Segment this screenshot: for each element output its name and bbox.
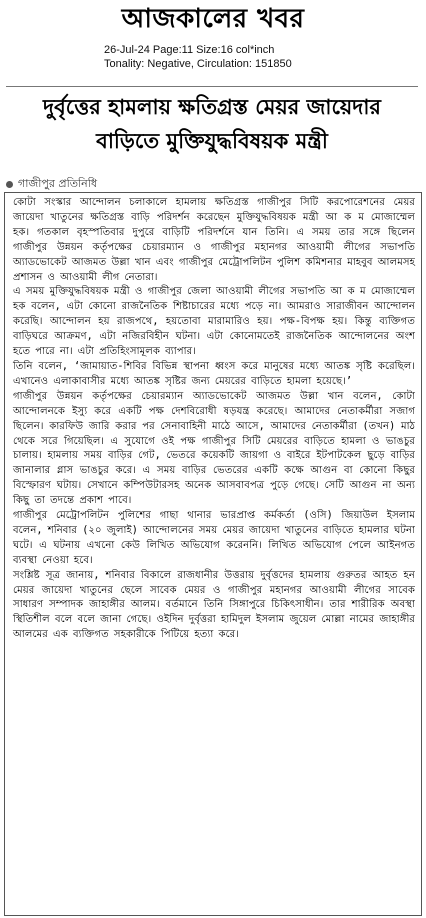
metadata-line-tonality-circulation: Tonality: Negative, Circulation: 151850	[104, 58, 292, 70]
article-body	[4, 192, 422, 916]
headline-line-1: দুর্বৃত্তের হামলায় ক্ষতিগ্রস্ত মেয়র জায়েদার	[43, 95, 381, 119]
bullet-icon	[6, 181, 13, 188]
article-paragraph: গাজীপুর মেট্রোপলিটন পুলিশের গাছা থানার ভারপ্রাপ্ত কর্মকর্তা (ওসি) জিয়াউল ইসলাম বলেন, শনিবার (২০ জুলাই) আন্দোলনের সময় মেয়র জায়েদা খাতুনের বাড়িতে হামলার ঘটনা ঘটে। এ ঘটনায় এখনো কেউ লিখিত অভিযোগ করেননি। লিখিত অভিযোগ পেলে আইনগত ব্যবস্থা নেওয়া হবে।	[13, 510, 415, 566]
article-paragraph: কোটা সংস্কার আন্দোলন চলাকালে হামলায় ক্ষতিগ্রস্ত গাজীপুর সিটি করপোরেশনের মেয়র জায়েদা খাতুনের ক্ষতিগ্রস্ত বাড়ি পরিদর্শন করেছেন মুক্তিযুদ্ধবিষয়ক মন্ত্রী আ ক ম মোজাম্মেল হক। গতকাল বৃহস্পতিবার দুপুরে বাড়িটি পরিদর্শনে যান তিনি। এ সময় তার সঙ্গে ছিলেন গাজীপুর উন্নয়ন কর্তৃপক্ষের চেয়ারম্যান ও গাজীপুর মহানগর আওয়ামী লীগের সভাপতি অ্যাডভোকেট আজমত উল্লা খান এবং গাজীপুর মেট্রোপলিটন পুলিশ কমিশনার মাহবুব আলমসহ প্রশাসন ও আওয়ামী লীগ নেতারা।	[13, 197, 415, 283]
byline-text: গাজীপুর প্রতিনিধি	[18, 177, 98, 190]
metadata-line-date-page-size: 26-Jul-24 Page:11 Size:16 col*inch	[104, 44, 275, 56]
article-paragraph: সংশ্লিষ্ট সূত্র জানায়, শনিবার বিকালে রাজধানীর উত্তরায় দুর্বৃত্তদের হামলায় গুরুতর আহত হন মেয়র জায়েদা খাতুনের ছেলে সাবেক মেয়র ও গাজীপুর মহানগর আওয়ামী লীগের সাবেক সাধারণ সম্পাদক জাহাঙ্গীর আলম। বর্তমানে তিনি সিঙ্গাপুরে চিকিৎসাধীন। তার শারীরিক অবস্থা স্থিতিশীল বলে বলে জানা গেছে। ওইদিন দুর্বৃত্তরা হামিদুল ইসলাম জুয়েল মোল্লা নামের জাহাঙ্গীর আলমের এক ব্যক্তিগত সহকারীকে পিটিয়ে হত্যা করে।	[13, 569, 415, 641]
newspaper-masthead: আজকালের খবর	[121, 4, 305, 34]
article-byline	[6, 176, 206, 192]
clipping-metadata	[104, 43, 424, 71]
article-paragraph: তিনি বলেন, ‘জামায়াত-শিবির বিভিন্ন স্থাপনা ধ্বংস করে মানুষের মধ্যে আতঙ্ক সৃষ্টি করেছিল। এখানেও এলাকাবাসীর মধ্যে আতঙ্ক সৃষ্টির জন্য মেয়রের বাড়িতে হামলা হয়েছে।’	[13, 360, 415, 387]
article-paragraph: গাজীপুর উন্নয়ন কর্তৃপক্ষের চেয়ারম্যান অ্যাডভোকেট আজমত উল্লা খান বলেন, কোটা আন্দোলনকে ইস্যু করে একটি পক্ষ দেশবিরোধী ষড়যন্ত্র করেছে। আমাদের নেতাকর্মীরা সজাগ ছিলেন। কারফিউ জারি করার পর সেনাবাহিনী মাঠে আসে, আমাদের নেতাকর্মীরা (তখন) মাঠ থেকে সরে গিয়েছিল। এ সুযোগে ওই পক্ষ গাজীপুর সিটি মেয়রের বাড়িতে হামলা ও ভাঙচুর চালায়। হামলায় সময় বাড়ির গেট, ভেতরে কয়েকটি জায়গা ও বাইরে ইটপাটকেল ছুড়ে বাড়ির জানালার গ্লাস ভাঙচুর করে। এ সময় বাড়ির ভেতরের একটি কক্ষে আগুন বা কোনো কিছুর বিস্ফোরণ ঘটায়। সেখানে কম্পিউটারসহ অনেক আসবাবপত্র পুড়ে গেছে। সেটি আগুন না অন্য কিছু তা তদন্তে প্রকাশ পাবে।	[13, 390, 415, 507]
article-headline	[6, 90, 418, 158]
header-divider	[6, 86, 418, 87]
headline-line-2: বাড়িতে মুক্তিযুদ্ধবিষয়ক মন্ত্রী	[96, 129, 328, 153]
article-paragraph: এ সময় মুক্তিযুদ্ধবিষয়ক মন্ত্রী ও গাজীপুর জেলা আওয়ামী লীগের সভাপতি আ ক ম মোজাম্মেল হক বলেন, এটা কোনো রাজনৈতিক শিষ্টাচারের মধ্যে পড়ে না। আমরাও সারাজীবন আন্দোলন করেছি। আন্দোলন হয় রাজপথে, হয়তোবা মারামারিও হয়। পক্ষ-বিপক্ষ হয়। কিন্তু ব্যক্তিগত বাড়িঘরে আক্রমণ, এটা নজিরবিহীন ঘটনা। এটা কোনোমতেই রাজনৈতিক আন্দোলনের অংশ হতে পারে না। এটা প্রতিহিংসামূলক ব্যাপার।	[13, 286, 415, 358]
